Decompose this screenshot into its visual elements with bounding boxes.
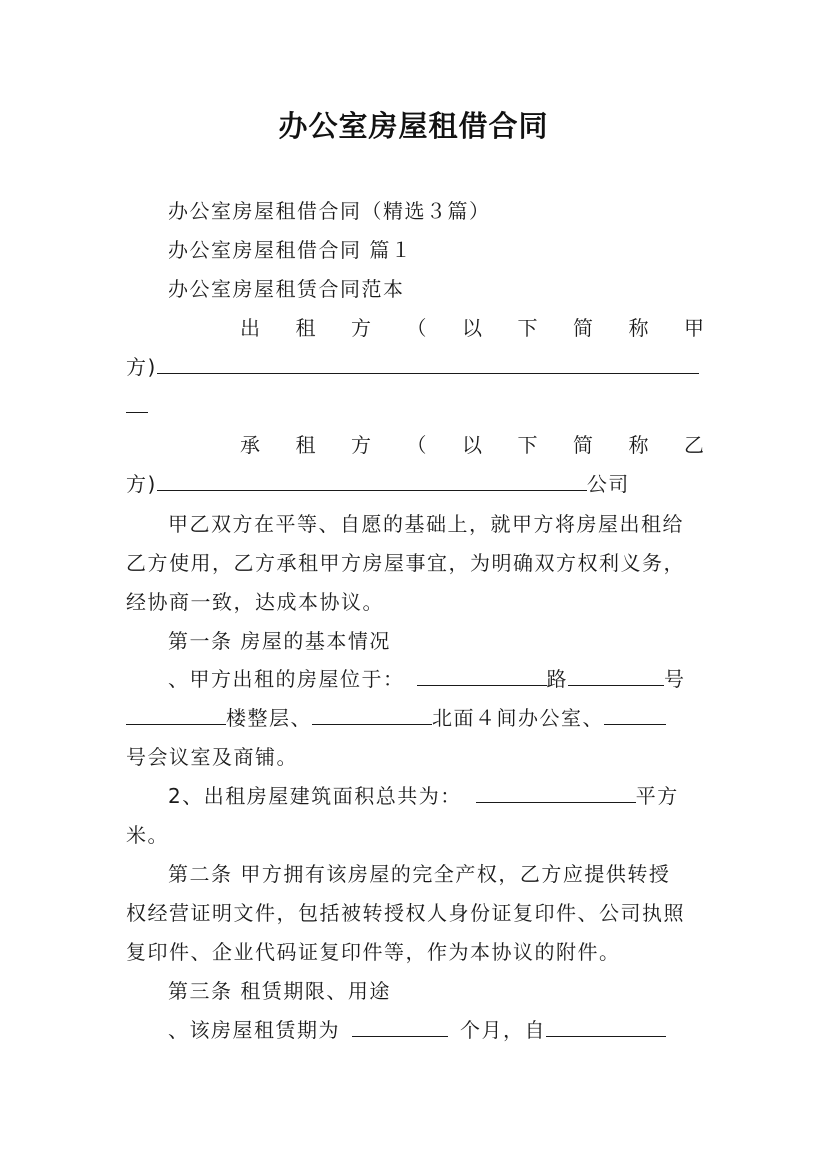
lessee-char: 下 — [517, 433, 538, 457]
lessee-char: 称 — [628, 433, 649, 457]
lessor-char: 甲 — [684, 316, 704, 340]
lessor-line — [240, 314, 704, 342]
floor-blank[interactable] — [312, 704, 432, 725]
lessee-char: 简 — [573, 433, 593, 457]
floor-label: 楼整层、 — [226, 706, 312, 730]
article-2-line: 权经营证明文件，包括被转授权人身份证复印件、公司执照 — [126, 901, 685, 925]
area-unit: 平方 — [635, 784, 679, 808]
number-label: 号 — [664, 667, 686, 691]
lessor-char: 下 — [517, 316, 538, 340]
room-blank[interactable] — [604, 704, 666, 725]
number-blank[interactable] — [568, 665, 664, 686]
section-heading: 办公室房屋租借合同 篇１ — [168, 238, 413, 262]
lessor-char: 称 — [628, 316, 649, 340]
article-2-line: 第二条 甲方拥有该房屋的完全产权，乙方应提供转授 — [168, 862, 671, 886]
area-unit-continued: 米。 — [126, 823, 169, 847]
lessee-name-blank[interactable] — [157, 470, 587, 491]
lessee-char: 以 — [462, 433, 482, 457]
article-2-line: 复印件、企业代码证复印件等，作为本协议的附件。 — [126, 940, 621, 964]
start-date-blank[interactable] — [546, 1016, 666, 1037]
location-line-2 — [126, 704, 704, 732]
document-title: 办公室房屋租借合同 — [278, 109, 549, 143]
term-lead: 、该房屋租赁期为 — [168, 1018, 340, 1042]
lessor-char: 出 — [240, 316, 260, 340]
lessor-char: （ — [406, 316, 427, 340]
lessor-tail: 方) — [126, 355, 157, 379]
paragraph-line: 甲乙双方在平等、自愿的基础上，就甲方将房屋出租给 — [168, 512, 684, 536]
paragraph-line: 乙方使用，乙方承租甲方房屋事宜，为明确双方权利义务， — [126, 551, 685, 575]
area-line — [168, 782, 704, 810]
location-lead: 、甲方出租的房屋位于： — [168, 667, 405, 691]
lessee-char: 乙 — [684, 433, 704, 457]
lessor-char: 租 — [295, 316, 316, 340]
lessee-suffix: 公司 — [586, 472, 630, 496]
term-line — [168, 1016, 704, 1044]
location-line — [168, 665, 704, 693]
article-3-heading: 第三条 租赁期限、用途 — [168, 979, 391, 1003]
lessor-char: 以 — [462, 316, 482, 340]
lessee-char: 租 — [295, 433, 316, 457]
area-lead: 2、出租房屋建筑面积总共为： — [168, 784, 462, 808]
road-label: 路 — [546, 667, 568, 691]
subtitle-line: 办公室房屋租借合同（精选３篇） — [168, 199, 491, 223]
lessor-blank-continued — [126, 392, 704, 420]
lessor-blank-line — [126, 353, 704, 381]
paragraph-line: 经协商一致，达成本协议。 — [126, 590, 384, 614]
lessee-char: 承 — [240, 433, 260, 457]
lessee-line — [240, 431, 704, 459]
lessee-char: 方 — [351, 433, 371, 457]
area-blank[interactable] — [476, 782, 636, 803]
lessor-name-blank-end[interactable] — [126, 392, 148, 413]
lessor-char: 简 — [573, 316, 593, 340]
lessor-char: 方 — [351, 316, 371, 340]
contract-name: 办公室房屋租赁合同范本 — [168, 277, 405, 301]
location-line-3: 号会议室及商铺。 — [126, 745, 298, 769]
lessee-tail: 方) — [126, 472, 157, 496]
building-blank[interactable] — [126, 704, 226, 725]
lessor-name-blank[interactable] — [157, 353, 699, 374]
article-1-heading: 第一条 房屋的基本情况 — [168, 629, 391, 653]
office-label: 北面４间办公室、 — [432, 706, 604, 730]
lessee-blank-line — [126, 470, 704, 498]
road-blank[interactable] — [417, 665, 547, 686]
months-label: 个月，自 — [460, 1018, 546, 1042]
lessee-char: （ — [406, 433, 427, 457]
months-blank[interactable] — [352, 1016, 448, 1037]
